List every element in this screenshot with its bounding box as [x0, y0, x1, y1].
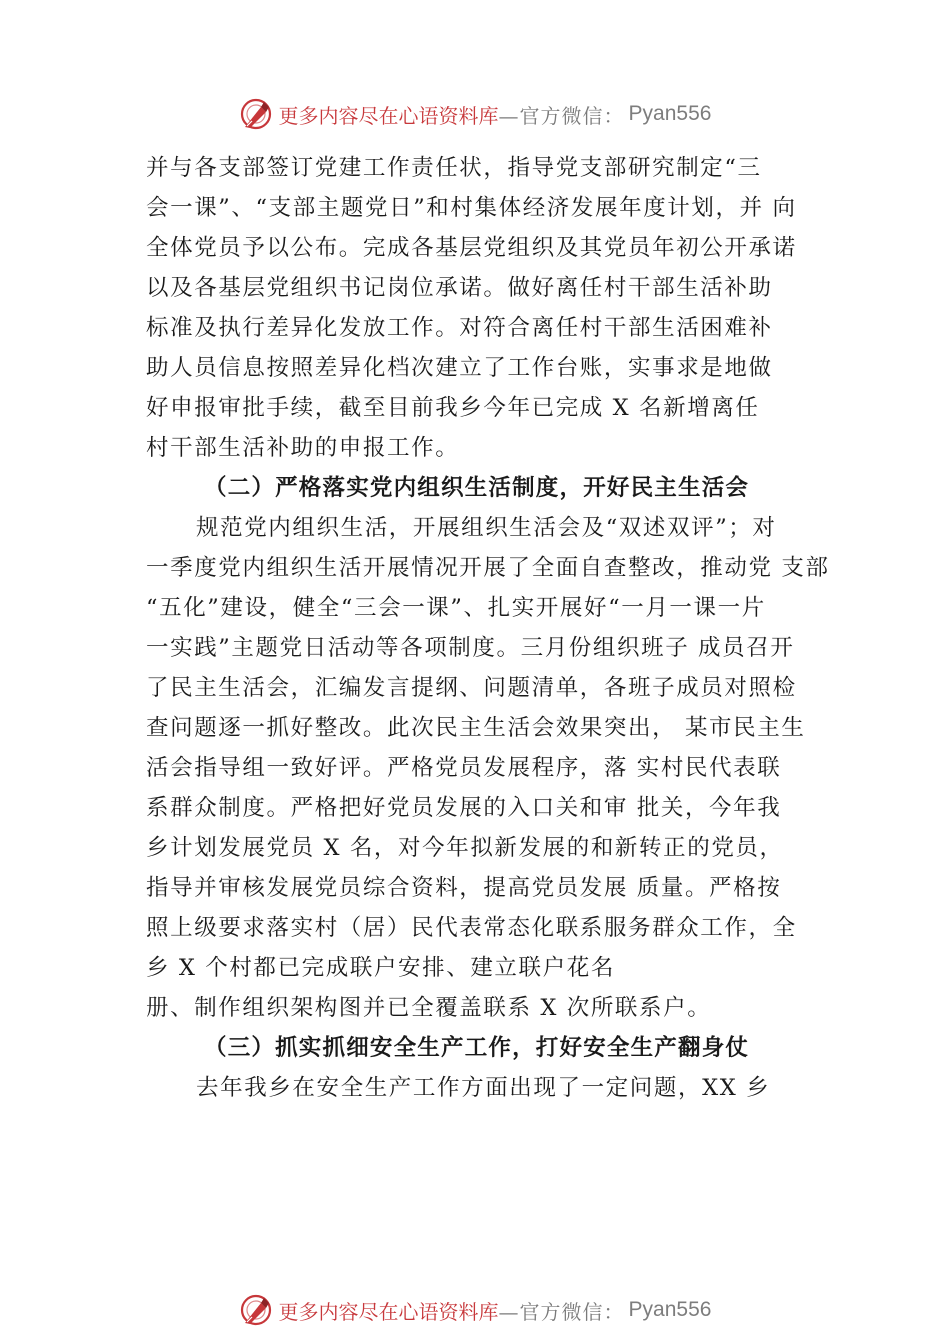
text-line: 助人员信息按照差异化档次建立了工作台账，实事求是地做 [146, 355, 773, 381]
text-line: 一实践”主题党日活动等各项制度。三月份组织班子 成员召开 [146, 635, 795, 661]
text-line: 一季度党内组织生活开展情况开展了全面自查整改，推动党 支部 [146, 555, 830, 581]
text-line: 以及各基层党组织书记岗位承诺。做好离任村干部生活补助 [146, 275, 773, 301]
text-line: 村干部生活补助的申报工作。 [146, 435, 460, 461]
banner-dash-text: —官方微信： [498, 103, 625, 128]
header-banner [0, 92, 950, 136]
text-line: 查问题逐一抓好整改。此次民主生活会效果突出， 某市民主生 [146, 715, 806, 741]
banner-main-text: 更多内容尽在心语资料库 [278, 1299, 499, 1324]
footer-banner [0, 1288, 950, 1332]
text-line: 系群众制度。严格把好党员发展的入口关和审 批关，今年我 [146, 795, 782, 821]
text-line: 册、制作组织架构图并已全覆盖联系 X 次所联系户。 [146, 995, 712, 1021]
banner-wechat-id: Pyan556 [628, 1298, 712, 1321]
banner-main-text: 更多内容尽在心语资料库 [278, 103, 499, 128]
banner-wechat-id: Pyan556 [628, 102, 712, 125]
text-line: 活会指导组一致好评。严格党员发展程序，落 实村民代表联 [146, 755, 782, 781]
text-line: 乡计划发展党员 X 名，对今年拟新发展的和新转正的党员， [146, 835, 784, 861]
text-line: 指导并审核发展党员综合资料，提高党员发展 质量。严格按 [146, 875, 782, 901]
text-line: “五化”建设，健全“三会一课”、扎实开展好“一月一课一片 [146, 595, 766, 621]
text-line: 照上级要求落实村（居）民代表常态化联系服务群众工作，全 [146, 915, 797, 941]
pen-nib-logo-icon [239, 97, 273, 131]
text-line: 会一课”、“支部主题党日”和村集体经济发展年度计划，并 向 [146, 195, 797, 221]
text-line: 了民主生活会，汇编发言提纲、问题清单，各班子成员对照检 [146, 675, 797, 701]
text-line: 标准及执行差异化发放工作。对符合离任村干部生活困难补 [146, 315, 773, 341]
paragraph-first-line: 去年我乡在安全生产工作方面出现了一定问题，XX 乡 [196, 1075, 771, 1101]
text-line: 并与各支部签订党建工作责任状，指导党支部研究制定“三 [146, 155, 762, 181]
text-line: 全体党员予以公布。完成各基层党组织及其党员年初公开承诺 [146, 235, 797, 261]
pen-nib-logo-icon [239, 1293, 273, 1327]
paragraph-first-line: 规范党内组织生活，开展组织生活会及“双述双评”；对 [196, 515, 777, 541]
text-line: 乡 X 个村都已完成联户安排、建立联户花名 [146, 955, 615, 981]
section-heading-2: （二）严格落实党内组织生活制度，开好民主生活会 [204, 475, 750, 501]
text-line: 好申报审批手续，截至目前我乡今年已完成 X 名新增离任 [146, 395, 760, 421]
banner-dash-text: —官方微信： [498, 1299, 625, 1324]
document-body [146, 148, 836, 1108]
section-heading-3: （三）抓实抓细安全生产工作，打好安全生产翻身仗 [204, 1035, 750, 1061]
